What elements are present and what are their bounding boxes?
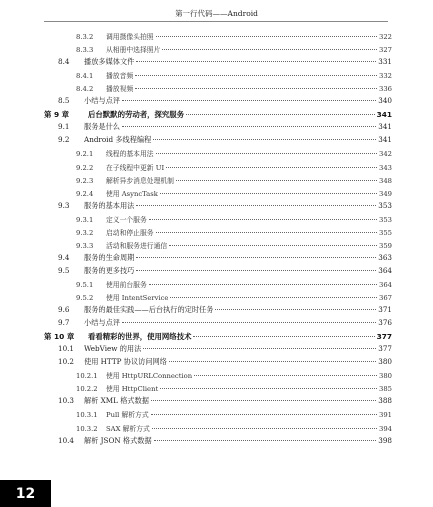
toc-entry-page: 398 [378,435,392,445]
toc-entry-title: 后台默默的劳动者，探究服务 [88,110,185,120]
toc-entry-number: 9.1 [58,122,70,132]
toc-entry-title: 播放音频 [106,72,134,81]
toc-dot-leader [135,88,377,89]
toc-entry-page: 359 [379,241,392,250]
toc-entry-title: 活动和服务进行通信 [106,241,168,250]
toc-entry-row [58,266,392,277]
toc-dot-leader [160,193,377,194]
toc-entry-title: 服务的生命周期 [84,252,135,262]
toc-entry-number: 9.4 [58,252,70,262]
toc-entry-row [76,44,392,55]
toc-entry-title: Pull 解析方式 [106,411,149,420]
toc-entry-title: SAX 解析方式 [106,424,150,433]
toc-dot-leader [149,284,377,285]
toc-entry-number: 10.3.1 [76,411,98,420]
toc-dot-leader [122,322,376,323]
toc-chapter-row [44,109,392,120]
toc-entry-title: 服务的基本用法 [84,200,135,210]
toc-entry-row [76,279,392,290]
toc-entry-row [58,135,392,146]
toc-entry-number: 8.4 [58,57,70,67]
toc-dot-leader [215,309,376,310]
toc-entry-row [76,70,392,81]
toc-dot-leader [154,440,377,441]
toc-entry-row [76,83,392,94]
toc-dot-leader [170,297,377,298]
toc-entry-page: 363 [378,252,392,262]
toc-entry-page: 343 [379,163,392,172]
toc-dot-leader [153,139,376,140]
toc-dot-leader [176,180,377,181]
toc-entry-page: 377 [376,332,392,342]
toc-entry-page: 342 [379,150,392,159]
toc-dot-leader [136,61,376,62]
toc-entry-title: 服务的最佳实践——后台执行的定时任务 [84,305,214,315]
toc-entry-number: 第 9 章 [44,110,70,120]
toc-entry-page: 388 [378,396,392,406]
toc-dot-leader [194,375,377,376]
toc-entry-title: 从相册中选择照片 [106,46,161,55]
toc-entry-title: 播放多媒体文件 [84,57,135,67]
toc-entry-page: 341 [378,122,392,132]
page-number-badge: 12 [0,480,51,507]
toc-entry-page: 349 [379,189,392,198]
toc-entry-row [58,253,392,264]
toc-entry-row [58,357,392,368]
toc-entry-title: Android 多线程编程 [84,135,152,145]
toc-entry-number: 9.2.3 [76,176,94,185]
toc-entry-page: 376 [378,318,392,328]
toc-entry-row [76,383,392,394]
toc-entry-page: 355 [379,228,392,237]
toc-entry-number: 8.3.3 [76,46,94,55]
toc-entry-number: 10.3 [58,396,75,406]
toc-entry-title: 使用前台服务 [106,280,147,289]
toc-entry-row [76,240,392,251]
toc-entry-number: 9.5.2 [76,294,94,302]
toc-entry-title: 使用 HttpClient [106,385,159,394]
toc-entry-title: 在子线程中更新 UI [106,163,165,172]
toc-dot-leader [162,49,377,50]
toc-dot-leader [135,75,377,76]
toc-entry-title: 使用 HttpURLConnection [106,372,193,381]
toc-entry-page: 371 [378,305,392,315]
toc-entry-number: 9.7 [58,318,70,328]
header-rule [44,21,388,22]
toc-dot-leader [169,361,376,362]
toc-entry-page: 341 [376,110,392,120]
toc-entry-number: 9.3 [58,200,70,210]
toc-dot-leader [149,219,377,220]
toc-entry-title: 小结与点评 [84,318,120,328]
toc-entry-row [76,148,392,159]
toc-entry-page: 394 [379,424,392,433]
toc-entry-row [76,214,392,225]
toc-entry-row [76,31,392,42]
toc-entry-row [76,175,392,186]
toc-entry-number: 8.4.2 [76,85,94,94]
toc-entry-title: 解析 JSON 格式数据 [84,435,152,445]
toc-entry-row [58,122,392,133]
toc-entry-page: 385 [379,385,392,394]
toc-dot-leader [152,428,377,429]
toc-dot-leader [156,153,377,154]
toc-entry-number: 9.3.2 [76,228,94,237]
toc-dot-leader [186,114,374,115]
toc-entry-page: 364 [378,265,392,275]
toc-entry-title: 小结与点评 [84,96,120,106]
toc-entry-row [76,188,392,199]
toc-chapter-row [44,331,392,342]
toc-entry-number: 10.1 [58,344,75,354]
toc-entry-number: 9.2.1 [76,150,94,159]
toc-dot-leader [160,388,377,389]
toc-entry-number: 9.3.1 [76,215,94,224]
toc-entry-row [76,227,392,238]
toc-entry-page: 341 [378,135,392,145]
toc-entry-row [58,344,392,355]
toc-entry-page: 380 [378,357,392,367]
toc-entry-page: 332 [379,72,392,81]
toc-entry-row [58,396,392,407]
toc-dot-leader [156,232,377,233]
toc-entry-row [76,409,392,420]
toc-entry-row [58,436,392,447]
toc-entry-number: 9.2 [58,135,70,145]
toc-dot-leader [151,400,376,401]
toc-entry-number: 9.6 [58,305,70,315]
toc-entry-number: 第 10 章 [44,332,75,342]
toc-entry-page: 340 [378,96,392,106]
toc-entry-number: 9.2.2 [76,163,94,172]
toc-entry-title: 线程的基本用法 [106,150,154,159]
toc-entry-page: 353 [379,215,392,224]
toc-entry-number: 10.2.2 [76,385,98,394]
toc-entry-row [58,318,392,329]
toc-entry-row [58,305,392,316]
toc-entry-number: 10.4 [58,435,75,445]
toc-dot-leader [143,348,376,349]
toc-entry-page: 353 [378,200,392,210]
toc-entry-number: 9.5 [58,265,70,275]
toc-entry-row [58,57,392,68]
toc-entry-number: 10.3.2 [76,424,98,433]
toc-entry-row [76,292,392,303]
toc-entry-number: 9.5.1 [76,280,94,289]
toc-entry-row [76,423,392,434]
toc-entry-title: 使用 HTTP 协议访问网络 [84,357,167,367]
toc-entry-title: 服务的更多技巧 [84,265,135,275]
toc-entry-number: 9.3.3 [76,241,94,250]
toc-dot-leader [122,100,376,101]
toc-entry-row [58,96,392,107]
toc-dot-leader [136,205,376,206]
toc-entry-title: 使用 AsyncTask [106,189,158,198]
toc-entry-title: WebView 的用法 [84,344,142,354]
toc-entry-page: 348 [379,176,392,185]
toc-entry-number: 8.3.2 [76,33,94,41]
toc-entry-page: 322 [379,33,392,41]
toc-entry-title: 播放视频 [106,85,134,94]
toc-entry-row [76,370,392,381]
toc-entry-title: 解析异步消息处理机制 [106,176,174,185]
toc-entry-page: 336 [379,85,392,94]
toc-entry-number: 10.2 [58,357,75,367]
toc-entry-title: 看看精彩的世界，使用网络技术 [88,332,192,342]
toc-entry-title: 启动和停止服务 [106,228,154,237]
toc-dot-leader [156,36,377,37]
toc-entry-page: 364 [379,280,392,289]
toc-entry-number: 8.5 [58,96,70,106]
toc-entry-title: 调用摄像头拍照 [106,33,154,41]
toc-dot-leader [136,257,376,258]
toc-entry-number: 8.4.1 [76,72,94,81]
toc-entry-title: 解析 XML 格式数据 [84,396,149,406]
toc-dot-leader [136,270,376,271]
toc-entry-page: 367 [379,294,392,302]
toc-dot-leader [122,126,376,127]
toc-entry-title: 使用 IntentService [106,294,169,302]
toc-dot-leader [166,167,377,168]
toc-dot-leader [151,414,377,415]
toc-entry-page: 377 [378,344,392,354]
toc-entry-number: 10.2.1 [76,372,98,381]
toc-entry-row [76,162,392,173]
toc-entry-page: 331 [378,57,392,67]
running-header: 第一行代码——Android [175,9,258,18]
toc-dot-leader [169,245,377,246]
toc-entry-row [58,201,392,212]
toc-entry-title: 服务是什么 [84,122,120,132]
toc-entry-title: 定义一个服务 [106,215,147,224]
toc-entry-page: 380 [379,372,392,381]
toc-entry-page: 327 [379,46,392,55]
toc-dot-leader [193,336,374,337]
toc-entry-number: 9.2.4 [76,189,94,198]
toc-entry-page: 391 [379,411,392,420]
